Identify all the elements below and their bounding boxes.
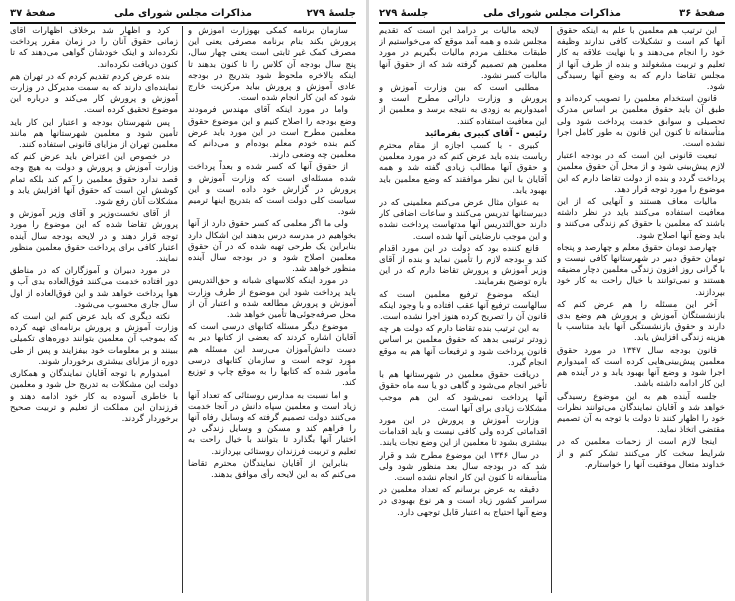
- paragraph: از آقای نخست‌وزیر و آقای وزیر آموزش و پرورش تقاضا شده که این موضوع را مورد توجه قرار دهند و در لایحه بودجه سال آینده اعتبار کافی برای پرداخت حقوق معلمین منظور نمایند.: [10, 209, 178, 265]
- right-session-label: جلسهٔ ۲۷۹: [379, 8, 429, 19]
- left-page-left-column: [10, 26, 178, 593]
- paragraph: قانع کننده بود که دولت در این مورد اقدام کند و بودجه لازم را تأمین نماید و بنده از آقای وزیر آموزش و پرورش تقاضا دارم که در این باره توضیح بفرمایند.: [379, 243, 547, 288]
- left-page: [0, 0, 366, 601]
- left-page-header: [10, 6, 356, 24]
- paragraph: کرد و اظهار شد برخلاف اظهارات آقای زمانی حقوق آنان را در زمان مقرر پرداخت نکرده‌اند و اینک خودشان گواهی می‌دهند که تا کنون دریافت نکرده‌اند.: [10, 26, 178, 70]
- left-page-columns: [10, 26, 356, 593]
- right-page-header: [379, 6, 725, 24]
- left-session-label: جلسهٔ ۲۷۹: [306, 8, 356, 19]
- paragraph: در مورد اینکه کلاسهای شبانه و حق‌التدریس باید پرداخت شود این موضوع از طرف وزارت آموزش و پرورش مطالعه شده و اعتبار آن از محل صرفه‌جوئی‌ها تأمین خواهد شد.: [188, 276, 356, 321]
- paragraph: بنده عرض کردم تقدیم کردم که در تهران هم نماینده‌ای دارند که به سمت مدیرکل در وزارت آموزش و پرورش کار می‌کند و درباره این موضوع تحقیق کرده است.: [10, 71, 178, 116]
- paragraph: دریافت حقوق معلمین در شهرستانها هم با تأخیر انجام می‌شود و گاهی دو یا سه ماه حقوق آنها پرداخت نمی‌شود که این هم موجب مشکلات زیادی برای آنها است.: [379, 370, 547, 414]
- paragraph: چهارصد تومان حقوق معلم و چهارصد و پنجاه تومان حقوق دبیر در شهرستانها کافی نیست و با گرانی روز افزون زندگی معلمین دچار مضیقه هستند و نمی‌توانند با خیال راحت به کار خود بپردازند.: [557, 242, 725, 298]
- paragraph: بنابراین از آقایان نمایندگان محترم تقاضا می‌کنم که به این لایحه رأی موافق بدهند.: [188, 458, 356, 480]
- paragraph: واما در مورد اینکه آقای مهندس فرمودند وضع بودجه را اصلاح کنیم و این موضوع حقوق معلمین مطرح است در این مورد باید عرض کنم بنده خودم معلم بوده‌ام و می‌دانم که معلمین چه وضعی دارند.: [188, 105, 356, 161]
- paragraph: امیدوارم با توجه آقایان نمایندگان و همکاری دولت این مشکلات به تدریج حل شود و معلمین با خاطری آسوده به کار خود ادامه دهند و فرزندان این مملکت از تعلیم و تربیت صحیح برخوردار گردند.: [10, 369, 178, 424]
- paragraph: لایحه مالیات بر درآمد این است که تقدیم مجلس شده و همه آمد موقع که می‌خواستیم از طبقات مختلف مردم مالیات بگیریم در مورد معلمین هم تصمیم گرفته شد که از حقوق آنها مالیات کسر نشود.: [379, 26, 547, 81]
- right-page: [369, 0, 735, 601]
- column-divider: [551, 26, 552, 593]
- right-page-left-column: [379, 26, 547, 593]
- paragraph: به این ترتیب بنده تقاضا دارم که دولت هر چه زودتر ترتیبی بدهد که حقوق معلمین بر اساس قانون پرداخت شود و ترفیعات آنها هم به موقع انجام گیرد.: [379, 324, 547, 368]
- paragraph: پس شهرستان بودجه و اعتبار این کار باید تأمین شود و معلمین شهرستانها هم مانند معلمین تهران از مزایای قانونی استفاده کنند.: [10, 117, 178, 151]
- paragraph: مطلبی است که بین وزارت آموزش و پرورش و وزارت دارائی مطرح است و امیدواریم به زودی به نتیجه برسد و معلمین از این معافیت استفاده کنند.: [379, 83, 547, 127]
- speaker-heading: رئیس - آقای کبیری بفرمائید: [424, 128, 547, 139]
- paragraph: کبیری - با کسب اجازه از مقام محترم ریاست بنده باید عرض کنم که در مورد معلمین و حقوق آنها مطالب زیادی گفته شد و همه آقایان با این نظر موافقند که وضع معلمین باید بهبود یابد.: [379, 141, 547, 196]
- paragraph: نکته دیگری که باید عرض کنم این است که وزارت آموزش و پرورش برنامه‌ای تهیه کرده که بموجب آن معلمین بتوانند دوره‌های تکمیلی ببینند و بر معلومات خود بیفزایند و پس از طی دوره از مزایای بیشتری برخوردار شوند.: [10, 312, 178, 367]
- left-page-number: صفحهٔ ۳۷: [10, 8, 56, 19]
- paragraph: موضوع دیگر مسئله کتابهای درسی است که آقایان اشاره کردند که بعضی از کتابها دیر به دست دانش‌آموزان می‌رسد این مسئله هم مورد توجه است و سازمان کتابهای درسی مأمور شده که کتابها را به موقع چاپ و توزیع کند.: [188, 322, 356, 389]
- paragraph: سازمان برنامه کمکی بهوزارت آموزش و پرورش بکند بنام برنامه مصرفی یعنی این مصرف کمک غیر ثابتی است یعنی چهار سال، پنج سال بودجه آن کلاس را تا کنون بدهند تا اینکه بالاخره ملحوظ شود بتدریج در بودجه عادی آموزش و پرورش بیاید مرکزیت خارج شود که این کار انجام شده است.: [188, 26, 356, 104]
- paragraph: اینکه موضوع ترفیع معلمین است که سالهاست ترفیع آنها عقب افتاده و با وجود اینکه قانون آن را تصریح کرده هنوز اجرا نشده است.: [379, 289, 547, 323]
- right-page-title: مذاکرات مجلس شورای ملی: [483, 8, 621, 19]
- paragraph: وزارت آموزش و پرورش در این مورد اقداماتی کرده ولی کافی نیست و باید اقدامات بیشتری بشود تا معلمین از این وضع نجات یابند.: [379, 415, 547, 449]
- paragraph: تبعیت قانونی این است که در بودجه اعتبار لازم پیش‌بینی شود و از محل آن حقوق معلمین پرداخت گردد و بنده از دولت تقاضا دارم که این موضوع را مورد توجه قرار دهد.: [557, 151, 725, 195]
- paragraph: از حقوق آنها که کسر شده و بعداً پرداخت شده مسئله‌ای است که وزارت آموزش و پرورش در گزارش خود داده است و این سیاست کلی دولت است که بتدریج اینها ترمیم شود.: [188, 162, 356, 218]
- right-page-right-column: [557, 26, 725, 593]
- paragraph: آخر این مسئله را هم عرض کنم که بازنشستگان آموزش و پرورش هم وضع بدی دارند و حقوق بازنشستگی آنها باید متناسب با هزینه زندگی افزایش یابد.: [557, 299, 725, 344]
- paragraph: و اما نسبت به مدارس روستائی که تعداد آنها زیاد است و معلمین سپاه دانش در آنجا خدمت می‌کنند دولت تصمیم گرفته که وسایل رفاه آنها را فراهم کند و مسکن و وسایل زندگی در اختیار آنها بگذارد تا بتوانند با خیال راحت به تعلیم و تربیت فرزندان روستائی بپردازند.: [188, 390, 356, 457]
- paragraph: این ترتیب هم معلمین با علم به اینکه حقوق آنها کم است و تشکیلات کافی ندارند وظیفه خود را انجام می‌دهند و با نهایت علاقه به کار تعلیم و تربیت مشغولند و بنده از طرف آنها از مجلس تقاضا دارم که به وضع آنها رسیدگی شود.: [557, 26, 725, 93]
- right-page-columns: [379, 26, 725, 593]
- column-divider: [182, 26, 183, 593]
- right-page-number: صفحهٔ ۳۶: [679, 8, 725, 19]
- paragraph: قانون استخدام معلمین را تصویب کرده‌اند و طبق آن باید حقوق معلمین بر اساس مدرک تحصیلی و سوابق خدمت پرداخت شود ولی متأسفانه تا کنون این قانون به طور کامل اجرا نشده است.: [557, 94, 725, 150]
- paragraph: قانون بودجه سال ۱۳۴۷ در مورد حقوق معلمین پیش‌بینی‌هایی کرده است که امیدوارم اجرا شود و وضع آنها بهبود یابد و در آینده هم این کار ادامه داشته باشد.: [557, 345, 725, 390]
- paragraph: اینجا لازم است از زحمات معلمین که در شرایط سخت کار می‌کنند تشکر کنم و از خداوند متعال موفقیت آنها را خواستارم.: [557, 437, 725, 470]
- paragraph: در سال ۱۳۴۶ این موضوع مطرح شد و قرار شد که در بودجه سال بعد منظور شود ولی متأسفانه تا کنون این کار انجام نشده است.: [379, 450, 547, 483]
- left-page-title: مذاکرات مجلس شورای ملی: [114, 8, 252, 19]
- paragraph: در مورد دبیران و آموزگاران که در مناطق دور افتاده خدمت می‌کنند فوق‌العاده بدی آب و هوا پرداخت خواهد شد و این فوق‌العاده از اول سال جاری محسوب می‌شود.: [10, 266, 178, 310]
- paragraph: در خصوص این اعتراض باید عرض کنم که وزارت آموزش و پرورش و دولت به هیچ وجه قصد ندارد حقوق معلمین را کم کند بلکه تمام کوشش این است که حقوق آنها افزایش یابد و مشکلات آنان رفع شود.: [10, 152, 178, 208]
- paragraph: جلسه آینده هم به این موضوع رسیدگی خواهد شد و آقایان نمایندگان می‌توانند نظرات خود را اظهار کنند تا دولت با توجه به آن تصمیم مقتضی اتخاذ نماید.: [557, 391, 725, 436]
- left-page-right-column: [188, 26, 356, 593]
- paragraph: به عنوان مثال عرض می‌کنم معلمینی که در دبیرستانها تدریس می‌کنند و ساعات اضافی کار دارند حق‌التدریس آنها مدتهاست پرداخت نشده و این موجب نارضایتی آنها شده است.: [379, 198, 547, 242]
- paragraph: مالیات معاف هستند و آنهایی که از این معافیت استفاده می‌کنند باید در نظر داشته باشند که معلمین با حقوق کم زندگی می‌کنند و باید وضع آنها اصلاح شود.: [557, 197, 725, 241]
- paragraph: ولی ما اگر معلمی که کسر حقوق دارد از آنها بخواهیم در مدرسه درس بدهند این اشکال دارد بنابراین یک طرحی تهیه شده که در آن حقوق معلمین اصلاح شود و در بودجه سال آینده منظور خواهد شد.: [188, 219, 356, 275]
- paragraph: دقیقه به عرض برسانم که تعداد معلمین در سراسر کشور زیاد است و هر نوع بهبودی در وضع آنها احتیاج به اعتبار قابل توجهی دارد.: [379, 485, 547, 518]
